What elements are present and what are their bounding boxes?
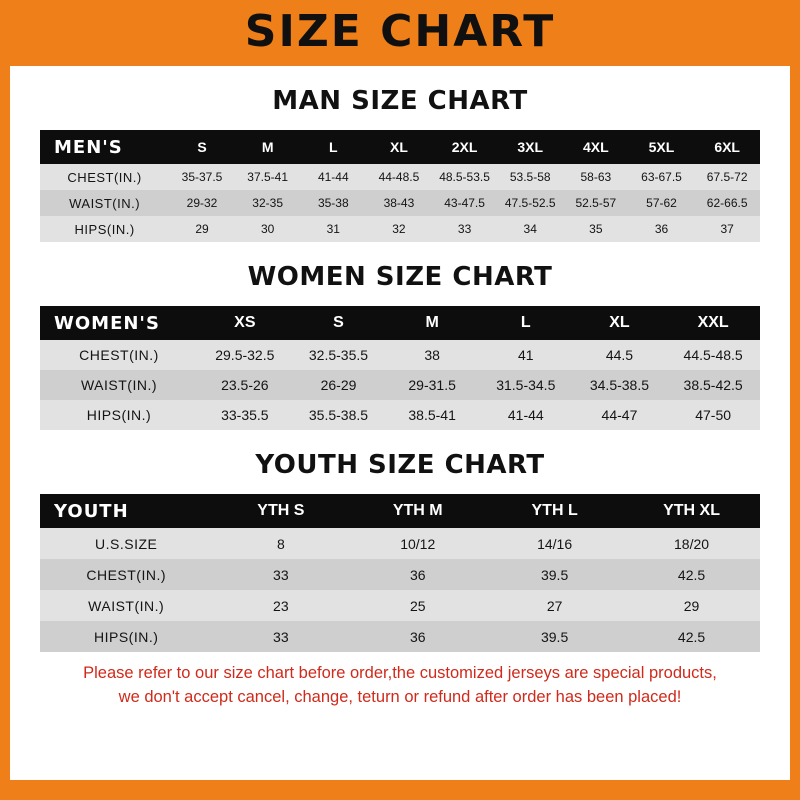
man-row-label: HIPS(IN.): [40, 216, 169, 242]
table-cell: 44.5-48.5: [666, 340, 760, 370]
youth-row-label: CHEST(IN.): [40, 559, 212, 590]
women-column-header: XXL: [666, 306, 760, 340]
table-cell: 31.5-34.5: [479, 370, 573, 400]
table-cell: 10/12: [349, 528, 486, 559]
table-cell: 58-63: [563, 164, 629, 190]
table-cell: 42.5: [623, 559, 760, 590]
table-cell: 23.5-26: [198, 370, 292, 400]
table-cell: 36: [349, 621, 486, 652]
table-cell: 63-67.5: [629, 164, 695, 190]
table-cell: 33: [432, 216, 498, 242]
man-column-header: L: [300, 130, 366, 164]
table-cell: 29.5-32.5: [198, 340, 292, 370]
table-cell: 37: [694, 216, 760, 242]
table-cell: 35-38: [300, 190, 366, 216]
table-cell: 38.5-41: [385, 400, 479, 430]
footer-note: [10, 652, 790, 710]
table-cell: 29: [623, 590, 760, 621]
table-cell: 38: [385, 340, 479, 370]
table-cell: 29-31.5: [385, 370, 479, 400]
table-row: [40, 216, 760, 242]
table-cell: 35.5-38.5: [292, 400, 386, 430]
youth-section-title: YOUTH SIZE CHART: [255, 450, 545, 480]
table-cell: 44.5: [573, 340, 667, 370]
man-column-header: XL: [366, 130, 432, 164]
youth-row-label: HIPS(IN.): [40, 621, 212, 652]
table-cell: 41-44: [479, 400, 573, 430]
table-cell: 32: [366, 216, 432, 242]
women-row-label: WAIST(IN.): [40, 370, 198, 400]
man-section-title: MAN SIZE CHART: [272, 86, 528, 116]
table-cell: 57-62: [629, 190, 695, 216]
table-cell: 36: [629, 216, 695, 242]
table-cell: 34: [497, 216, 563, 242]
table-cell: 33: [212, 559, 349, 590]
header-banner: [0, 0, 800, 66]
women-column-header: XL: [573, 306, 667, 340]
youth-size-table: [40, 494, 760, 652]
women-table-body: [40, 340, 760, 430]
table-cell: 30: [235, 216, 301, 242]
youth-column-header: YTH M: [349, 494, 486, 528]
table-row: [40, 190, 760, 216]
table-cell: 62-66.5: [694, 190, 760, 216]
table-cell: 43-47.5: [432, 190, 498, 216]
table-row: [40, 621, 760, 652]
table-cell: 34.5-38.5: [573, 370, 667, 400]
man-table-body: [40, 164, 760, 242]
footer-note-line-2: we don't accept cancel, change, teturn or refund after order has been placed!: [118, 687, 682, 706]
women-column-header: XS: [198, 306, 292, 340]
table-header-row: [40, 130, 760, 164]
youth-column-header: YTH L: [486, 494, 623, 528]
table-cell: 48.5-53.5: [432, 164, 498, 190]
table-header-row: [40, 494, 760, 528]
table-cell: 18/20: [623, 528, 760, 559]
women-section-title: WOMEN SIZE CHART: [247, 262, 553, 292]
table-cell: 47-50: [666, 400, 760, 430]
table-cell: 33-35.5: [198, 400, 292, 430]
table-cell: 44-47: [573, 400, 667, 430]
women-row-label: HIPS(IN.): [40, 400, 198, 430]
man-column-header: 2XL: [432, 130, 498, 164]
table-cell: 36: [349, 559, 486, 590]
youth-table-body: [40, 528, 760, 652]
table-row: [40, 340, 760, 370]
table-cell: 38.5-42.5: [666, 370, 760, 400]
women-row-label: CHEST(IN.): [40, 340, 198, 370]
youth-table-head: [40, 494, 760, 528]
youth-column-header: YTH XL: [623, 494, 760, 528]
table-cell: 41: [479, 340, 573, 370]
women-column-header: L: [479, 306, 573, 340]
table-cell: 27: [486, 590, 623, 621]
youth-row-label: U.S.SIZE: [40, 528, 212, 559]
table-cell: 23: [212, 590, 349, 621]
man-row-label: CHEST(IN.): [40, 164, 169, 190]
table-cell: 26-29: [292, 370, 386, 400]
youth-row-label: WAIST(IN.): [40, 590, 212, 621]
table-cell: 67.5-72: [694, 164, 760, 190]
table-cell: 39.5: [486, 559, 623, 590]
table-cell: 35: [563, 216, 629, 242]
table-cell: 32.5-35.5: [292, 340, 386, 370]
table-cell: 41-44: [300, 164, 366, 190]
footer-note-line-1: Please refer to our size chart before order,the customized jerseys are special products,: [83, 664, 717, 682]
table-cell: 14/16: [486, 528, 623, 559]
table-cell: 52.5-57: [563, 190, 629, 216]
table-row: [40, 528, 760, 559]
man-column-header: 5XL: [629, 130, 695, 164]
table-cell: 29: [169, 216, 235, 242]
table-cell: 38-43: [366, 190, 432, 216]
youth-size-table-wrap: [10, 494, 790, 652]
table-cell: 31: [300, 216, 366, 242]
table-cell: 42.5: [623, 621, 760, 652]
man-column-header: M: [235, 130, 301, 164]
women-column-header: S: [292, 306, 386, 340]
youth-column-header: YTH S: [212, 494, 349, 528]
table-cell: 33: [212, 621, 349, 652]
table-cell: 47.5-52.5: [497, 190, 563, 216]
women-size-table-wrap: [10, 306, 790, 430]
table-cell: 32-35: [235, 190, 301, 216]
man-size-table-wrap: [10, 130, 790, 242]
women-column-header: M: [385, 306, 479, 340]
youth-corner-label: YOUTH: [40, 494, 212, 528]
table-row: [40, 590, 760, 621]
man-size-table: [40, 130, 760, 242]
footer-banner: [0, 780, 800, 800]
table-cell: 8: [212, 528, 349, 559]
table-cell: 35-37.5: [169, 164, 235, 190]
page-title: SIZE CHART: [244, 6, 556, 57]
table-cell: 53.5-58: [497, 164, 563, 190]
table-cell: 29-32: [169, 190, 235, 216]
man-corner-label: MEN'S: [40, 130, 169, 164]
women-size-table: [40, 306, 760, 430]
man-column-header: S: [169, 130, 235, 164]
man-column-header: 6XL: [694, 130, 760, 164]
table-cell: 25: [349, 590, 486, 621]
man-row-label: WAIST(IN.): [40, 190, 169, 216]
table-row: [40, 400, 760, 430]
table-cell: 37.5-41: [235, 164, 301, 190]
table-row: [40, 370, 760, 400]
man-column-header: 4XL: [563, 130, 629, 164]
table-cell: 39.5: [486, 621, 623, 652]
women-table-head: [40, 306, 760, 340]
table-header-row: [40, 306, 760, 340]
table-row: [40, 164, 760, 190]
man-table-head: [40, 130, 760, 164]
women-corner-label: WOMEN'S: [40, 306, 198, 340]
table-cell: 44-48.5: [366, 164, 432, 190]
table-row: [40, 559, 760, 590]
man-column-header: 3XL: [497, 130, 563, 164]
